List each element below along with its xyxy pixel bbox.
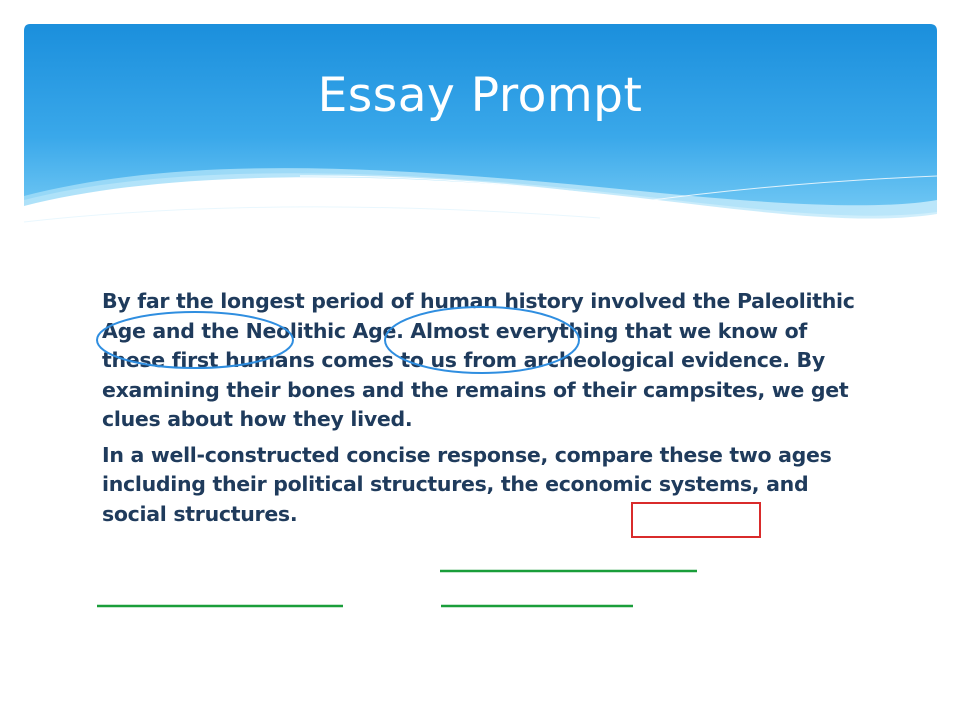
prompt-text — [102, 287, 872, 529]
bullet-star-icon — [70, 290, 100, 320]
paragraph-context: By far the longest period of human history involved the Paleolithic Age and the Neolithic Age. Almost everything that we know of these first humans comes to us from archeological evidence. By examining their bones and the remains of their campsites, we get clues about how they lived. — [102, 289, 855, 431]
header-banner — [0, 0, 960, 270]
slide-title: Essay Prompt — [317, 68, 643, 123]
paragraph-instructions: In a well-constructed concise response, compare these two ages including their political structures, the economic systems, and social structures. — [102, 442, 832, 526]
